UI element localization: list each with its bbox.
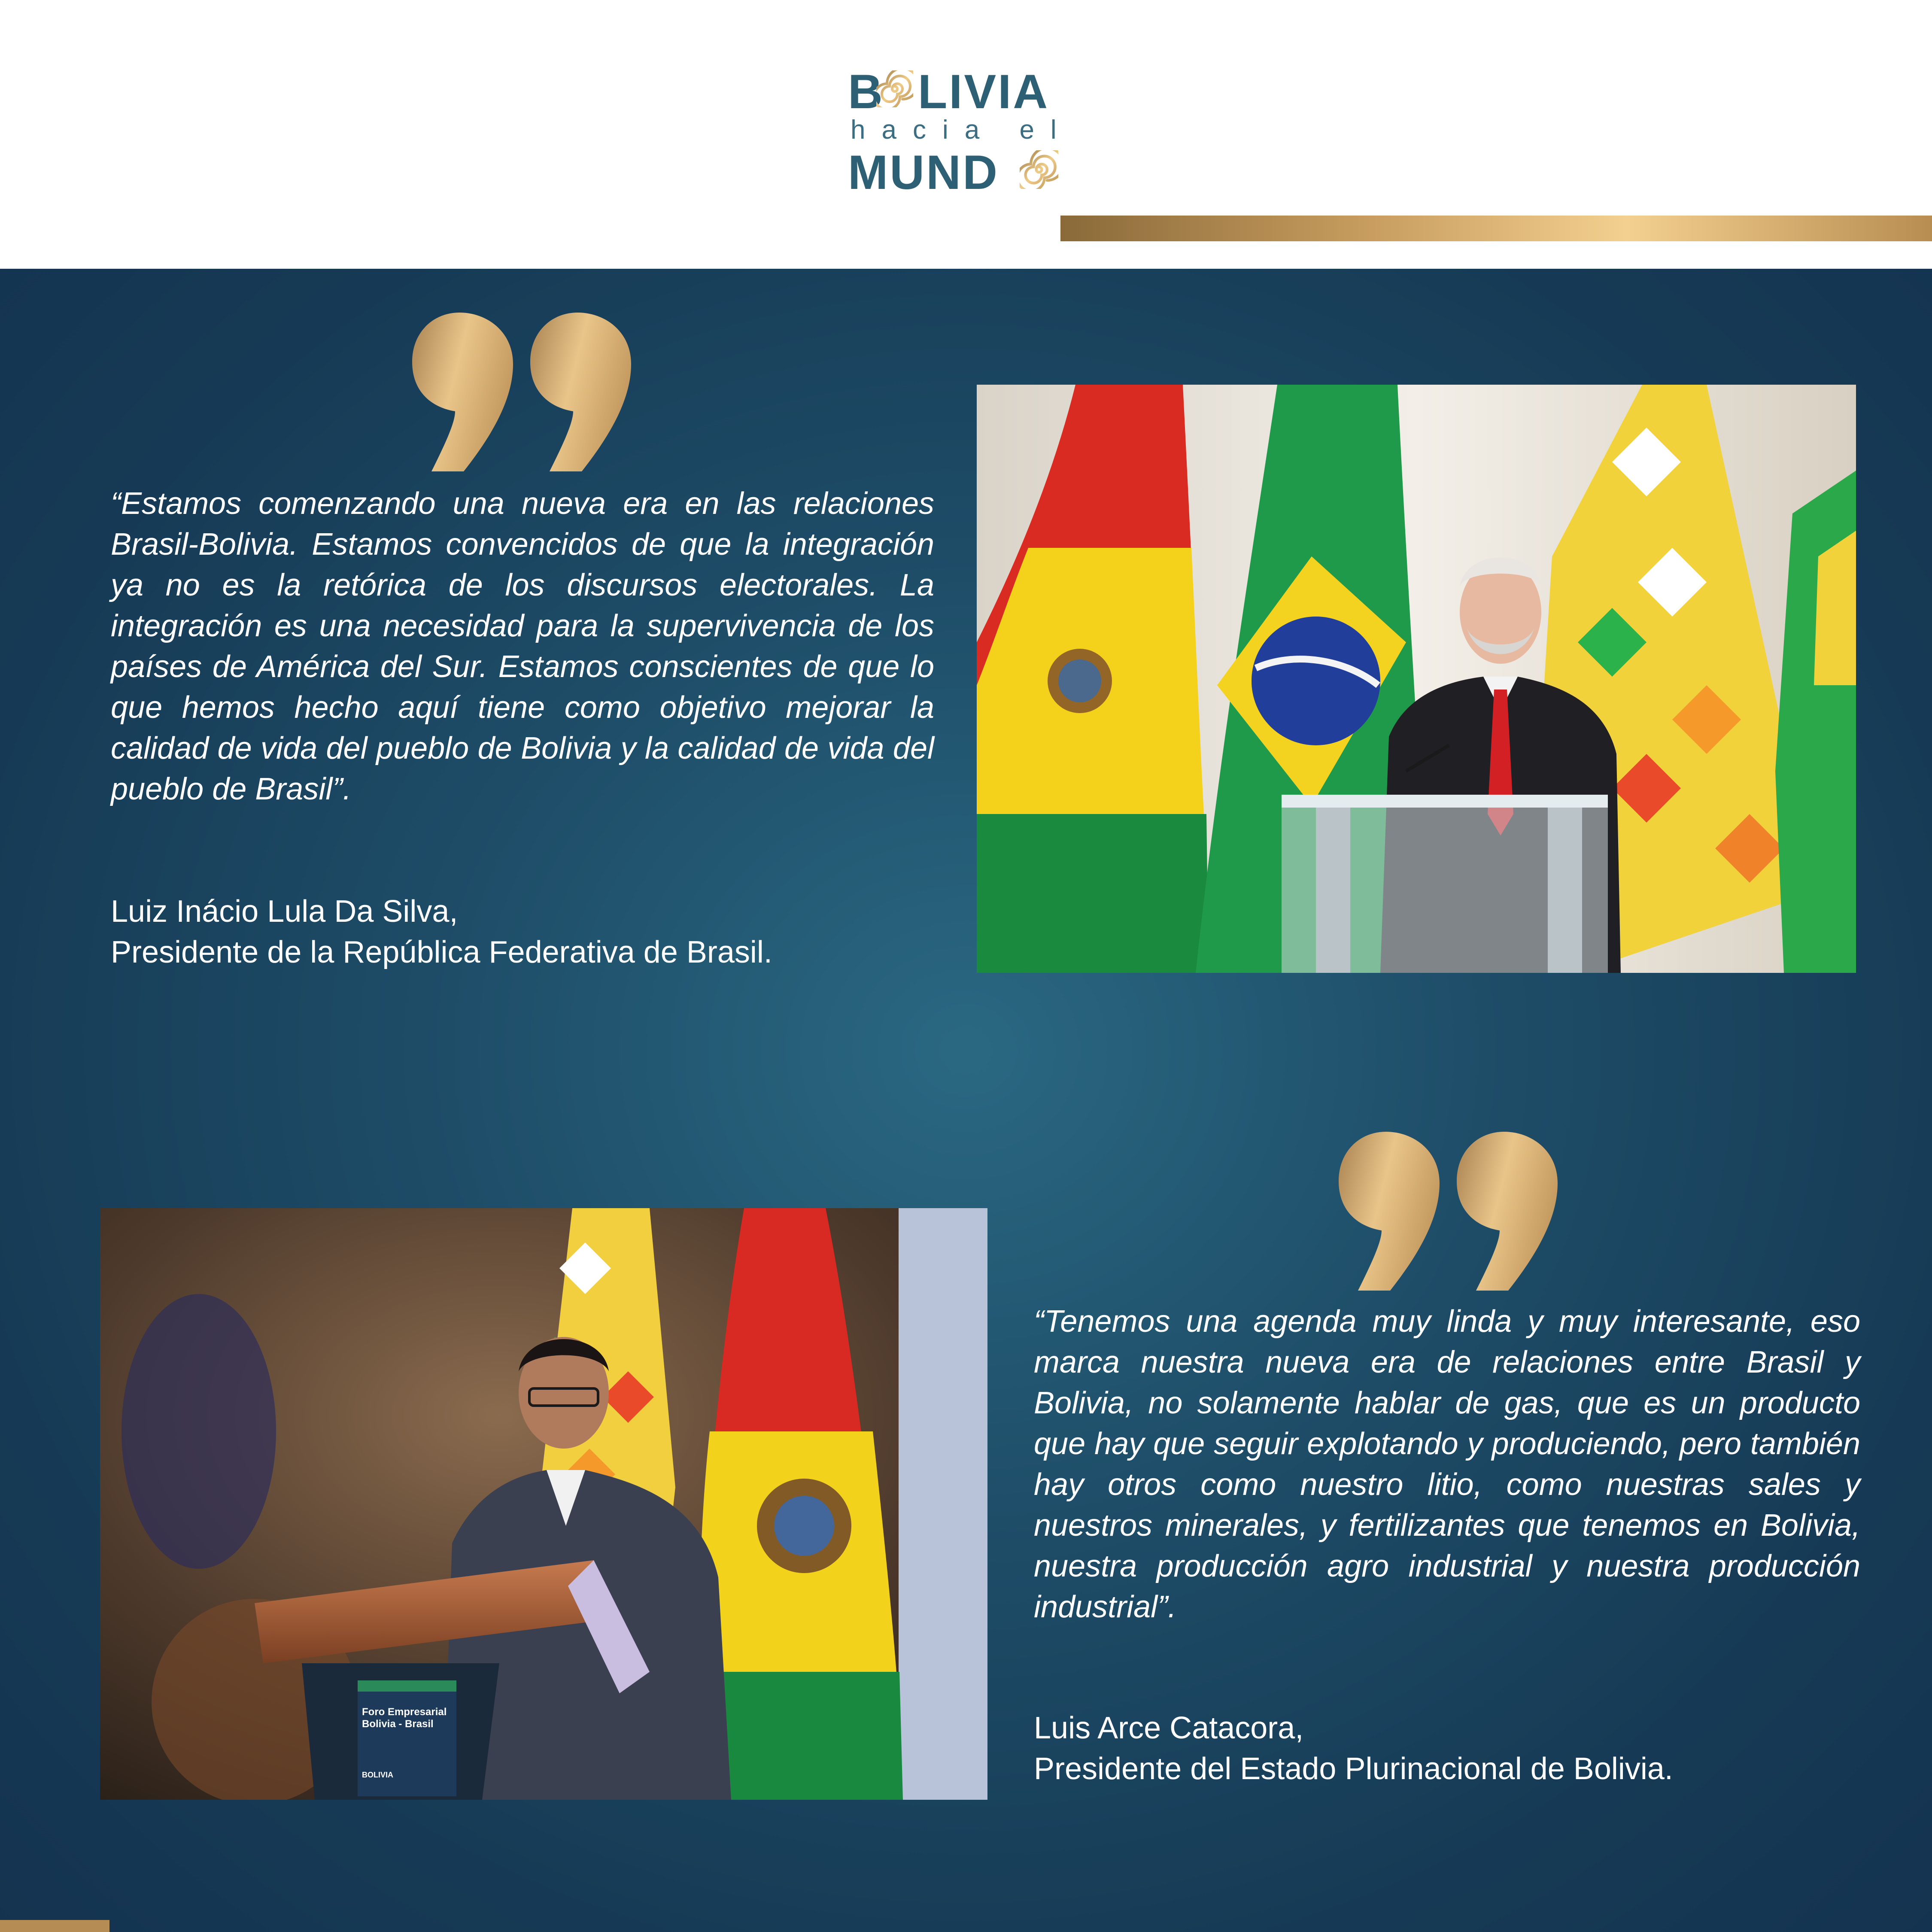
podium-sign-line2: Bolivia - Brasil	[362, 1718, 434, 1730]
quote-text-lula: “Estamos comenzando una nueva era en las relaciones Brasil-Bolivia. Estamos convencidos de que la integración ya no es la retórica de los discursos electorales. La integración es una necesidad para la supervivencia de los países de América del Sur. Estamos conscientes de que lo que hemos hecho aquí tiene como objetivo mejorar la calidad de vida del pueblo de Bolivia y la calidad de vida del pueblo de Brasil”.	[111, 486, 934, 806]
author-lula	[111, 891, 969, 973]
author-name: Luis Arce Catacora,	[1034, 1711, 1304, 1745]
bolivia-hacia-el-mundo-logo	[848, 64, 1073, 199]
header	[0, 0, 1932, 269]
photo-arce-speaking	[100, 1208, 987, 1800]
quote-mark-icon	[412, 313, 631, 471]
author-title: Presidente de la República Federativa de Brasil.	[111, 935, 772, 969]
quote-text-arce: “Tenemos una agenda muy linda y muy interesante, eso marca nuestra nueva era de relaciones entre Brasil y Bolivia, no solamente hablar de gas, que es un producto que hay que seguir explotando y produciendo, pero también hay otros como nuestro litio, como nuestras sales y nuestros minerales, y fertilizantes que tenemos en Bolivia, nuestra producción agro industrial y nuestra producción industrial”.	[1034, 1304, 1860, 1624]
author-title: Presidente del Estado Plurinacional de Bolivia.	[1034, 1752, 1673, 1786]
quote-mark-icon	[1339, 1132, 1558, 1291]
author-arce	[1034, 1708, 1893, 1789]
author-name: Luiz Inácio Lula Da Silva,	[111, 894, 458, 929]
podium-sign-line1: Foro Empresarial	[362, 1706, 447, 1718]
main-panel	[0, 269, 1932, 1932]
photo-lula-speaking	[977, 385, 1856, 973]
bottom-gold-accent	[0, 1920, 109, 1932]
speaker-photo-arce-icon	[100, 1208, 987, 1800]
podium-sign-brand: BOLIVIA	[362, 1771, 394, 1779]
gold-accent-bar	[1060, 216, 1932, 241]
spiral-o-icon	[1020, 150, 1058, 189]
logo-line-3: MUND	[848, 146, 999, 199]
logo-line-2: hacia el	[851, 115, 1073, 145]
speaker-photo-lula-icon	[977, 385, 1856, 973]
spiral-o-icon	[876, 70, 913, 107]
logo-line-1: B LIVIA	[848, 65, 1050, 118]
podium-sign	[362, 1706, 454, 1781]
